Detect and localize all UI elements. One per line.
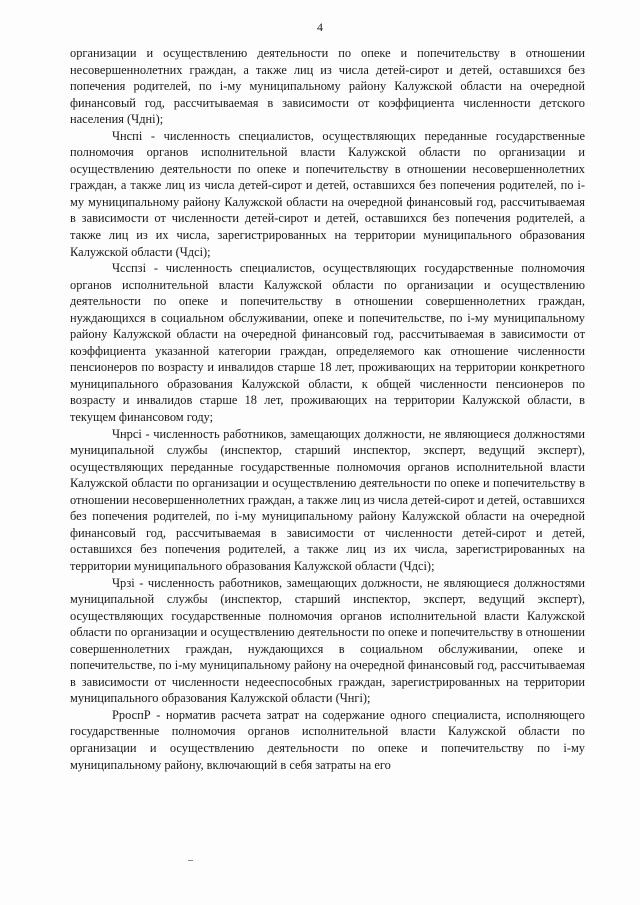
document-body: [70, 45, 585, 773]
paragraph-rrospr: РроспР - норматив расчета затрат на содержание одного специалиста, исполняющего государственные полномочия органов исполнительной власти Калужской области по организации и осуществлению деятельности по опеке и попечительству по i-му муниципальному району, включающий в себя затраты на его: [70, 707, 585, 772]
page-number: 4: [317, 20, 323, 34]
paragraph-chrz: Чрзі - численность работников, замещающих должности, не являющиеся должностями муниципальной службы (инспектор, старший инспектор, эксперт, ведущий эксперт), осуществляющих государственные полномочия органов исполнительной власти Калужской области по организации и осуществлению деятельности по опеке и попечительству в отношении совершеннолетних граждан, нуждающихся в социальном обслуживании, опеке и попечительстве, по i-му муниципальному району на очередной финансовый год, рассчитываемая в зависимости от численности недееспособных граждан, зарегистрированных на территории муниципального образования Калужской области (Чнгі);: [70, 575, 585, 706]
paragraph-chnsp: Чнспі - численность специалистов, осуществляющих переданные государственные полномочия органов исполнительной власти Калужской области по организации и осуществлению деятельности по опеке и попечительству в отношении несовершеннолетних граждан, а также лиц из числа детей-сирот и детей, оставшихся без попечения родителей, по i-му муниципальному району Калужской области на очередной финансовый год, рассчитываемая в зависимости от численности детей-сирот и детей, оставшихся без попечения родителей, а также лиц из их числа, зарегистрированных на территории муниципального образования Калужской области (Чдсі);: [70, 128, 585, 259]
paragraph-continuation: организации и осуществлению деятельности по опеке и попечительству в отношении несовершеннолетних граждан, а также лиц из числа детей-сирот и детей, оставшихся без попечения родителей, по i-му муниципальному району Калужской области на очередной финансовый год, рассчитываемая в зависимости от коэффициента численности детского населения (Чдні);: [70, 46, 585, 127]
scan-speck: [188, 860, 193, 861]
paragraph-chnrs: Чнрсі - численность работников, замещающих должности, не являющиеся должностями муниципальной службы (инспектор, старший инспектор, эксперт, ведущий эксперт), осуществляющих переданные государственные полномочия органов исполнительной власти Калужской области по организации и осуществлению деятельности по опеке и попечительству в отношении несовершеннолетних граждан, а также лиц из числа детей-сирот и детей, оставшихся без попечения родителей, по i-му муниципальному району Калужской области на очередной финансовый год, рассчитываемая в зависимости от численности детей-сирот и детей, оставшихся без попечения родителей, а также лиц из их числа, зарегистрированных на территории муниципального образования Калужской области (Чдсі);: [70, 426, 585, 573]
paragraph-chsspz: Чсспзі - численность специалистов, осуществляющих государственные полномочия органов исполнительной власти Калужской области по организации и осуществлению деятельности по опеке и попечительству в отношении совершеннолетних граждан, нуждающихся в социальном обслуживании, опеке и попечительстве, по i-му муниципальному району Калужской области на очередной финансовый год, рассчитываемая в зависимости от коэффициента указанной категории граждан, определяемого как отношение численности пенсионеров по возрасту и инвалидов старше 18 лет, проживающих на территории конкретного муниципального образования Калужской области, к общей численности пенсионеров по возрасту и инвалидов старше 18 лет, проживающих на территории Калужской области, в текущем финансовом году;: [70, 261, 585, 425]
